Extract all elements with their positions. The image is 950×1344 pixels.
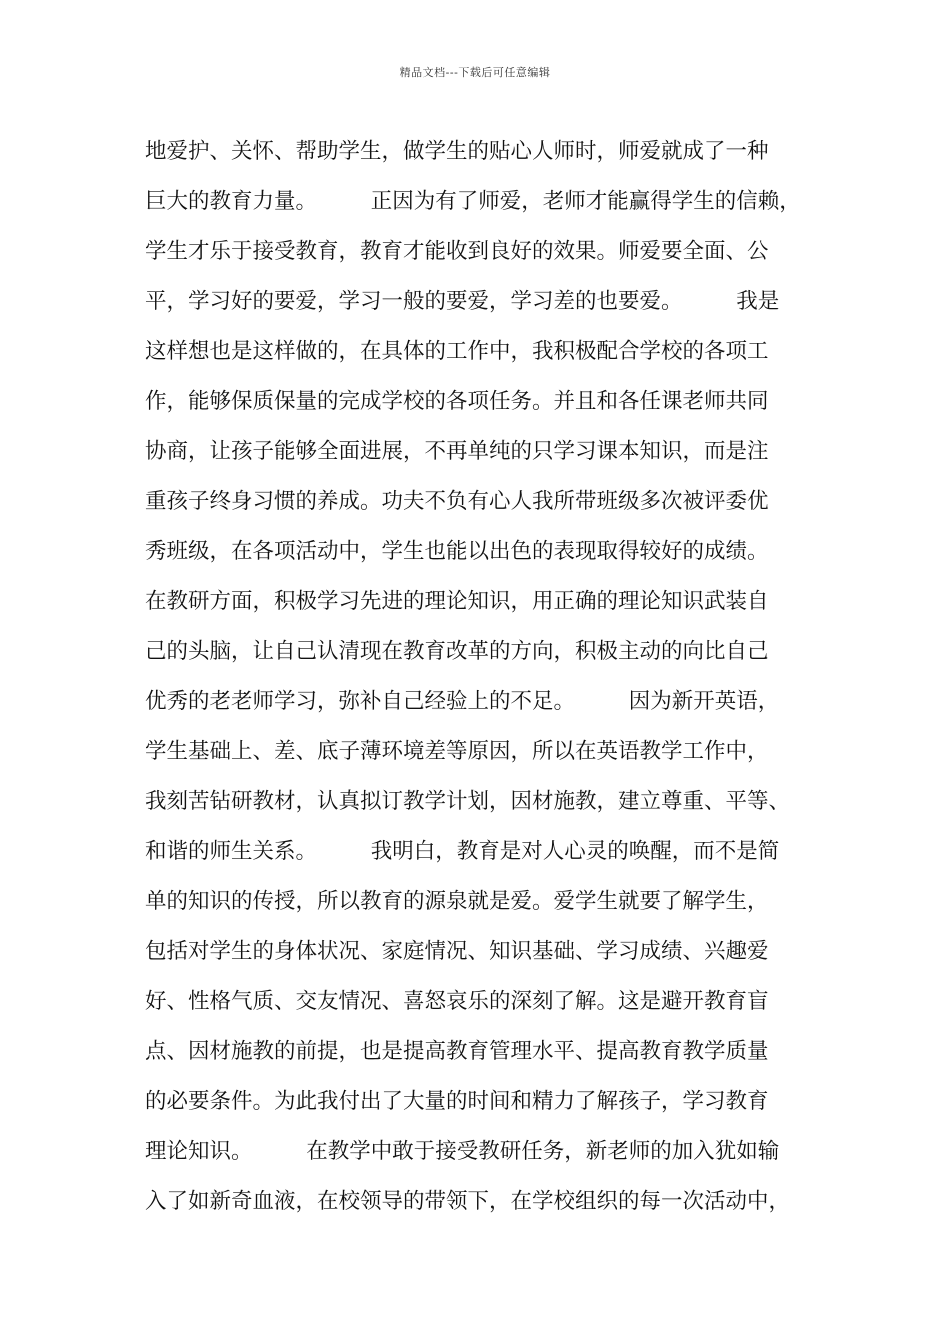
text-line: 入了如新奇血液，在校领导的带领下，在学校组织的每一次活动中， [145, 1189, 791, 1214]
text-line: 和谐的师生关系。 我明白，教育是对人心灵的唤醒，而不是简 [145, 839, 780, 864]
text-line: 点、因材施教的前提，也是提高教育管理水平、提高教育教学质量 [145, 1039, 769, 1064]
text-line: 巨大的教育力量。 正因为有了师爱，老师才能赢得学生的信赖， [145, 189, 801, 214]
text-line: 协商，让孩子能够全面进展，不再单纯的只学习课本知识，而是注 [145, 439, 769, 464]
text-line: 地爱护、关怀、帮助学生，做学生的贴心人师时，师爱就成了一种 [145, 139, 769, 164]
text-line: 己的头脑，让自己认清现在教育改革的方向，积极主动的向比自己 [145, 639, 769, 664]
text-line: 在教研方面，积极学习先进的理论知识，用正确的理论知识武装自 [145, 589, 769, 614]
text-line: 理论知识。 在教学中敢于接受教研任务，新老师的加入犹如输 [145, 1139, 780, 1164]
text-line: 我刻苦钻研教材，认真拟订教学计划，因材施教，建立尊重、平等、 [145, 789, 791, 814]
text-line: 秀班级，在各项活动中，学生也能以出色的表现取得较好的成绩。 [145, 539, 769, 564]
text-line: 重孩子终身习惯的养成。功夫不负有心人我所带班级多次被评委优 [145, 489, 769, 514]
document-body [145, 134, 845, 1234]
text-line: 学生才乐于接受教育，教育才能收到良好的效果。师爱要全面、公 [145, 239, 769, 264]
page-header: 精品文档---下载后可任意编辑 [399, 66, 551, 79]
text-line: 单的知识的传授，所以教育的源泉就是爱。爱学生就要了解学生， [145, 889, 769, 914]
text-line: 作，能够保质保量的完成学校的各项任务。并且和各任课老师共同 [145, 389, 769, 414]
text-line: 优秀的老老师学习，弥补自己经验上的不足。 因为新开英语， [145, 689, 780, 714]
text-line: 学生基础上、差、底子薄环境差等原因，所以在英语教学工作中， [145, 739, 769, 764]
text-line: 这样想也是这样做的，在具体的工作中，我积极配合学校的各项工 [145, 339, 769, 364]
text-line: 包括对学生的身体状况、家庭情况、知识基础、学习成绩、兴趣爱 [145, 939, 769, 964]
text-line: 好、性格气质、交友情况、喜怒哀乐的深刻了解。这是避开教育盲 [145, 989, 769, 1014]
text-line: 的必要条件。为此我付出了大量的时间和精力了解孩子，学习教育 [145, 1089, 769, 1114]
text-line: 平，学习好的要爱，学习一般的要爱，学习差的也要爱。 我是 [145, 289, 780, 314]
